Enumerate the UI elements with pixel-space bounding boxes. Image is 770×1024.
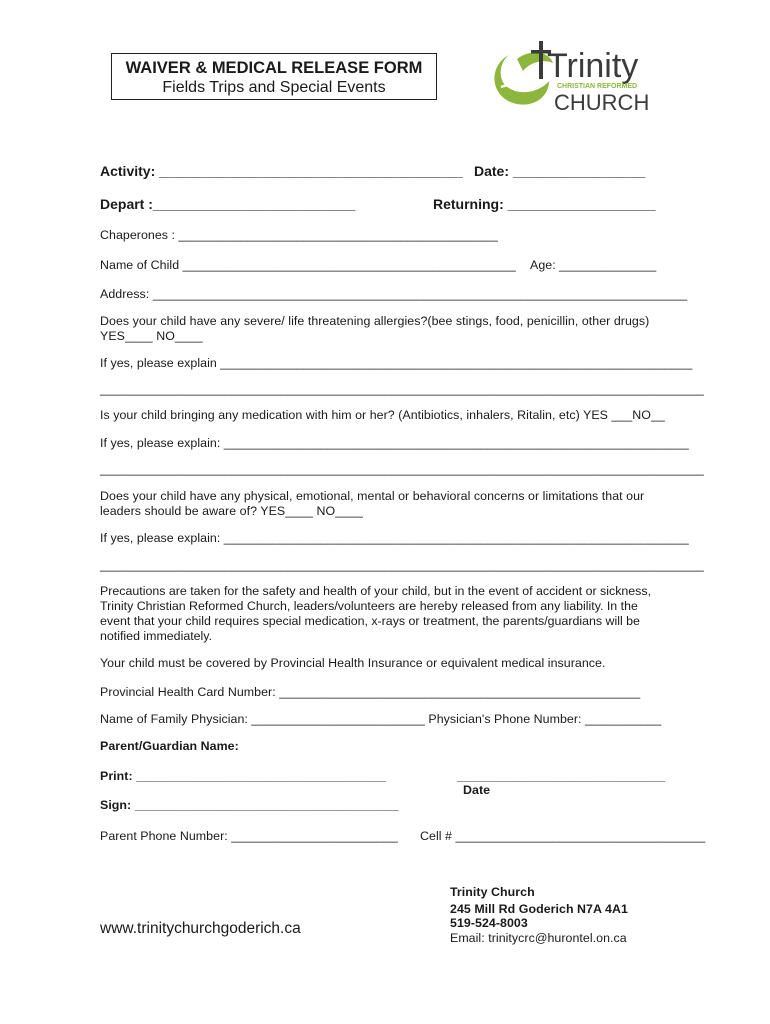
concerns-question: Does your child have any physical, emotional, mental or behavioral concerns or limitations that our xyxy=(100,489,645,503)
print-name-field[interactable]: Print: ____________________________________ xyxy=(100,769,387,783)
allergies-explain-field[interactable]: If yes, please explain ____________________________________________________________________ xyxy=(100,356,693,370)
cell-field[interactable]: Cell # ____________________________________ xyxy=(420,829,706,843)
precautions-line: notified immediately. xyxy=(100,629,213,643)
allergies-question: Does your child have any severe/ life threatening allergies?(bee stings, food, penicillin, other drugs) xyxy=(100,314,650,328)
age-field[interactable]: Age: ______________ xyxy=(530,258,657,272)
footer-email[interactable]: Email: trinitycrc@hurontel.on.ca xyxy=(450,931,627,945)
coverage-notice: Your child must be covered by Provincial Health Insurance or equivalent medical insurance. xyxy=(100,656,606,670)
precautions-line: event that your child requires special medication, x-rays or treatment, the parents/guardians will be xyxy=(100,614,640,628)
precautions-paragraph xyxy=(100,584,680,644)
form-title: WAIVER & MEDICAL RELEASE FORM xyxy=(125,59,423,77)
precautions-line: Precautions are taken for the safety and health of your child, but in the event of accident or sickness, xyxy=(100,584,652,598)
logo-subtitle: CHRISTIAN REFORMED xyxy=(557,83,638,90)
physician-field[interactable]: Name of Family Physician: _________________________ Physician's Phone Number: ___________ xyxy=(100,712,662,726)
footer-org-name: Trinity Church xyxy=(450,885,535,899)
website-url[interactable]: www.trinitychurchgoderich.ca xyxy=(100,920,301,937)
logo-church: CHURCH xyxy=(554,90,650,115)
chaperones-field[interactable]: Chaperones : ______________________________________________ xyxy=(100,228,498,242)
medication-explain-line[interactable]: _______________________________________________________________________________________ xyxy=(100,462,704,476)
footer-phone: 519-524-8003 xyxy=(450,916,528,930)
precautions-line: Trinity Christian Reformed Church, leaders/volunteers are hereby released from any liability. In the xyxy=(100,599,638,613)
returning-field[interactable]: Returning: ___________________ xyxy=(433,196,656,212)
parent-phone-field[interactable]: Parent Phone Number: ________________________ xyxy=(100,829,398,843)
activity-field[interactable]: Activity: _______________________________________ xyxy=(100,163,463,179)
depart-field[interactable]: Depart :__________________________ xyxy=(100,196,356,212)
health-card-field[interactable]: Provincial Health Card Number: ____________________________________________________ xyxy=(100,685,641,699)
allergies-yes-no[interactable]: YES____ NO____ xyxy=(100,329,203,343)
sign-field[interactable]: Sign: ______________________________________ xyxy=(100,798,399,812)
allergies-explain-line[interactable]: _______________________________________________________________________________________ xyxy=(100,382,704,396)
form-subtitle: Fields Trips and Special Events xyxy=(162,79,386,96)
concerns-explain-line[interactable]: _______________________________________________________________________________________ xyxy=(100,558,704,572)
date-signature-line[interactable]: ______________________________ xyxy=(457,769,666,783)
date-signature-label: Date xyxy=(463,783,491,797)
form-title-box xyxy=(111,53,437,100)
trinity-church-logo xyxy=(487,37,652,115)
address-field[interactable]: Address: _____________________________________________________________________________ xyxy=(100,287,688,301)
guardian-heading: Parent/Guardian Name: xyxy=(100,739,239,753)
footer-address: 245 Mill Rd Goderich N7A 4A1 xyxy=(450,902,628,916)
concerns-explain-field[interactable]: If yes, please explain: ___________________________________________________________________ xyxy=(100,531,689,545)
concerns-yes-no[interactable]: leaders should be aware of? YES____ NO____ xyxy=(100,504,363,518)
logo-name: Trinity xyxy=(547,47,639,85)
medication-explain-field[interactable]: If yes, please explain: ___________________________________________________________________ xyxy=(100,436,689,450)
child-name-field[interactable]: Name of Child ________________________________________________ xyxy=(100,258,516,272)
medication-question[interactable]: Is your child bringing any medication with him or her? (Antibiotics, inhalers, Ritalin, etc) YES ___NO__ xyxy=(100,408,665,422)
date-field[interactable]: Date: _________________ xyxy=(474,163,646,179)
